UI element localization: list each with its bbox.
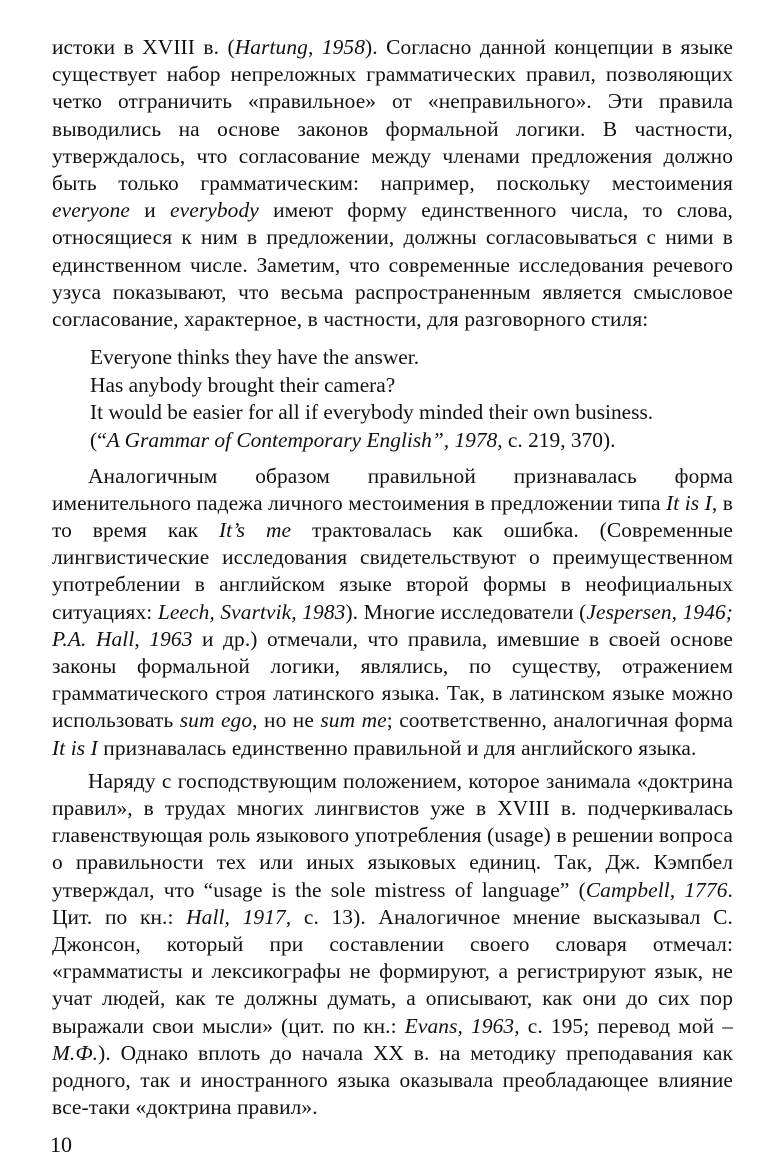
quote-line: Has anybody brought their camera? <box>90 372 396 397</box>
text-span: признавалась единственно правильной и для английского языка. <box>97 735 697 760</box>
citation: Campbell, 1776 <box>585 877 728 902</box>
citation: – М.Ф. <box>52 1013 733 1065</box>
text-span: Наряду с господствующим положением, которое занимала «доктрина правил», в трудах многих лингвистов уже в XVIII в. подчеркивалась главенствующая роль языкового употребления (usage) в решении вопроса о правильности тех или иных языковых единиц. Так, Дж. Кэмпбел утверждал, что “usage is the sole mistress of language” ( <box>52 768 733 902</box>
text-span: с. 219, 370). <box>502 428 616 453</box>
term: everyone <box>52 198 130 223</box>
text-span: ; соответственно, аналогичная форма <box>386 708 733 733</box>
quote-line: Everyone thinks they have the answer. <box>90 345 420 370</box>
example-quote <box>90 344 733 454</box>
text-span: ). Многие исследователи ( <box>345 599 587 624</box>
citation: Leech, Svartvik, 1983 <box>157 599 346 624</box>
quote-source <box>90 427 733 455</box>
citation: Hall, 1917, <box>186 904 292 929</box>
text-span: и др.) отмечали, что правила, имевшие в своей основе законы формальной логики, являлись, по существу, отражением грамматического строя латинского языка. Так, в латинском языке можно использовать <box>52 626 733 733</box>
text-span: с. 13). Аналогичное мнение высказывал С. Джонсон, который при составлении своего словаря отмечал: «грамматисты и лексикографы не формируют, а регистрируют язык, не учат людей, как те должны думать, а описывают, как они до сих пор выражали свои мысли» (цит. по кн.: <box>52 904 733 1038</box>
text-span: , но не <box>252 708 321 733</box>
paragraph-2 <box>52 463 733 762</box>
citation: Jespersen, 1946; P.A. Hall, 1963 <box>52 599 734 651</box>
quote-line: It would be easier for all if everybody minded their own business. <box>90 400 654 425</box>
term: It’s me <box>218 518 292 543</box>
paragraph-3 <box>52 768 733 1122</box>
citation: A Grammar of Contemporary English”, 1978, <box>106 428 503 453</box>
term: sum ego <box>179 708 253 733</box>
text-span: с. 195; перевод мой <box>519 1013 723 1038</box>
citation: Hartung, 1958 <box>234 35 366 59</box>
text-span: ). Однако вплоть до начала XX в. на методику преподавания как родного, так и иностранного языка оказывала преобладающее влияние все-таки «доктрина правил». <box>52 1040 733 1120</box>
text-span: Аналогичным образом правильной признавалась форма именительного падежа личного местоимения в предложении типа <box>52 463 733 515</box>
text-span: трактовалась как ошибка. (Современные лингвистические исследования свидетельствуют о преимущественном употреблении в английском языке второй формы в неофициальных ситуациях: <box>52 518 734 624</box>
text-span: (“ <box>90 428 107 453</box>
text-span: , в то время как <box>52 490 733 543</box>
text-span: и <box>130 198 171 223</box>
term: sum me <box>320 708 387 733</box>
text-span: имеют форму единственного числа, то слова, относящиеся к ним в предложении, должны согласовываться с ними в единственном числе. Заметим, что современные исследования речевого узуса показывают, что весьма распространенным является смысловое согласование, характерное, в частности, для разговорного стиля: <box>52 198 733 332</box>
paragraph-1 <box>52 34 733 333</box>
term: It is I <box>666 490 712 515</box>
citation: Evans, 1963, <box>404 1013 520 1038</box>
page-number: 10 <box>50 1132 72 1157</box>
text-span: . Цит. по кн.: <box>52 877 733 929</box>
term: everybody <box>170 198 259 223</box>
text-span: истоки в XVIII в. ( <box>52 35 235 59</box>
text-span: ). Согласно данной концепции в языке существует набор непреложных грамматических правил, позволяющих четко отграничить «правильное» от «неправильного». Эти правила выводились на основе законов формальной логики. В частности, утверждалось, что согласование между членами предложения должно быть только грамматическим: например, поскольку местоимения <box>52 35 733 196</box>
term: It is I <box>52 735 98 760</box>
